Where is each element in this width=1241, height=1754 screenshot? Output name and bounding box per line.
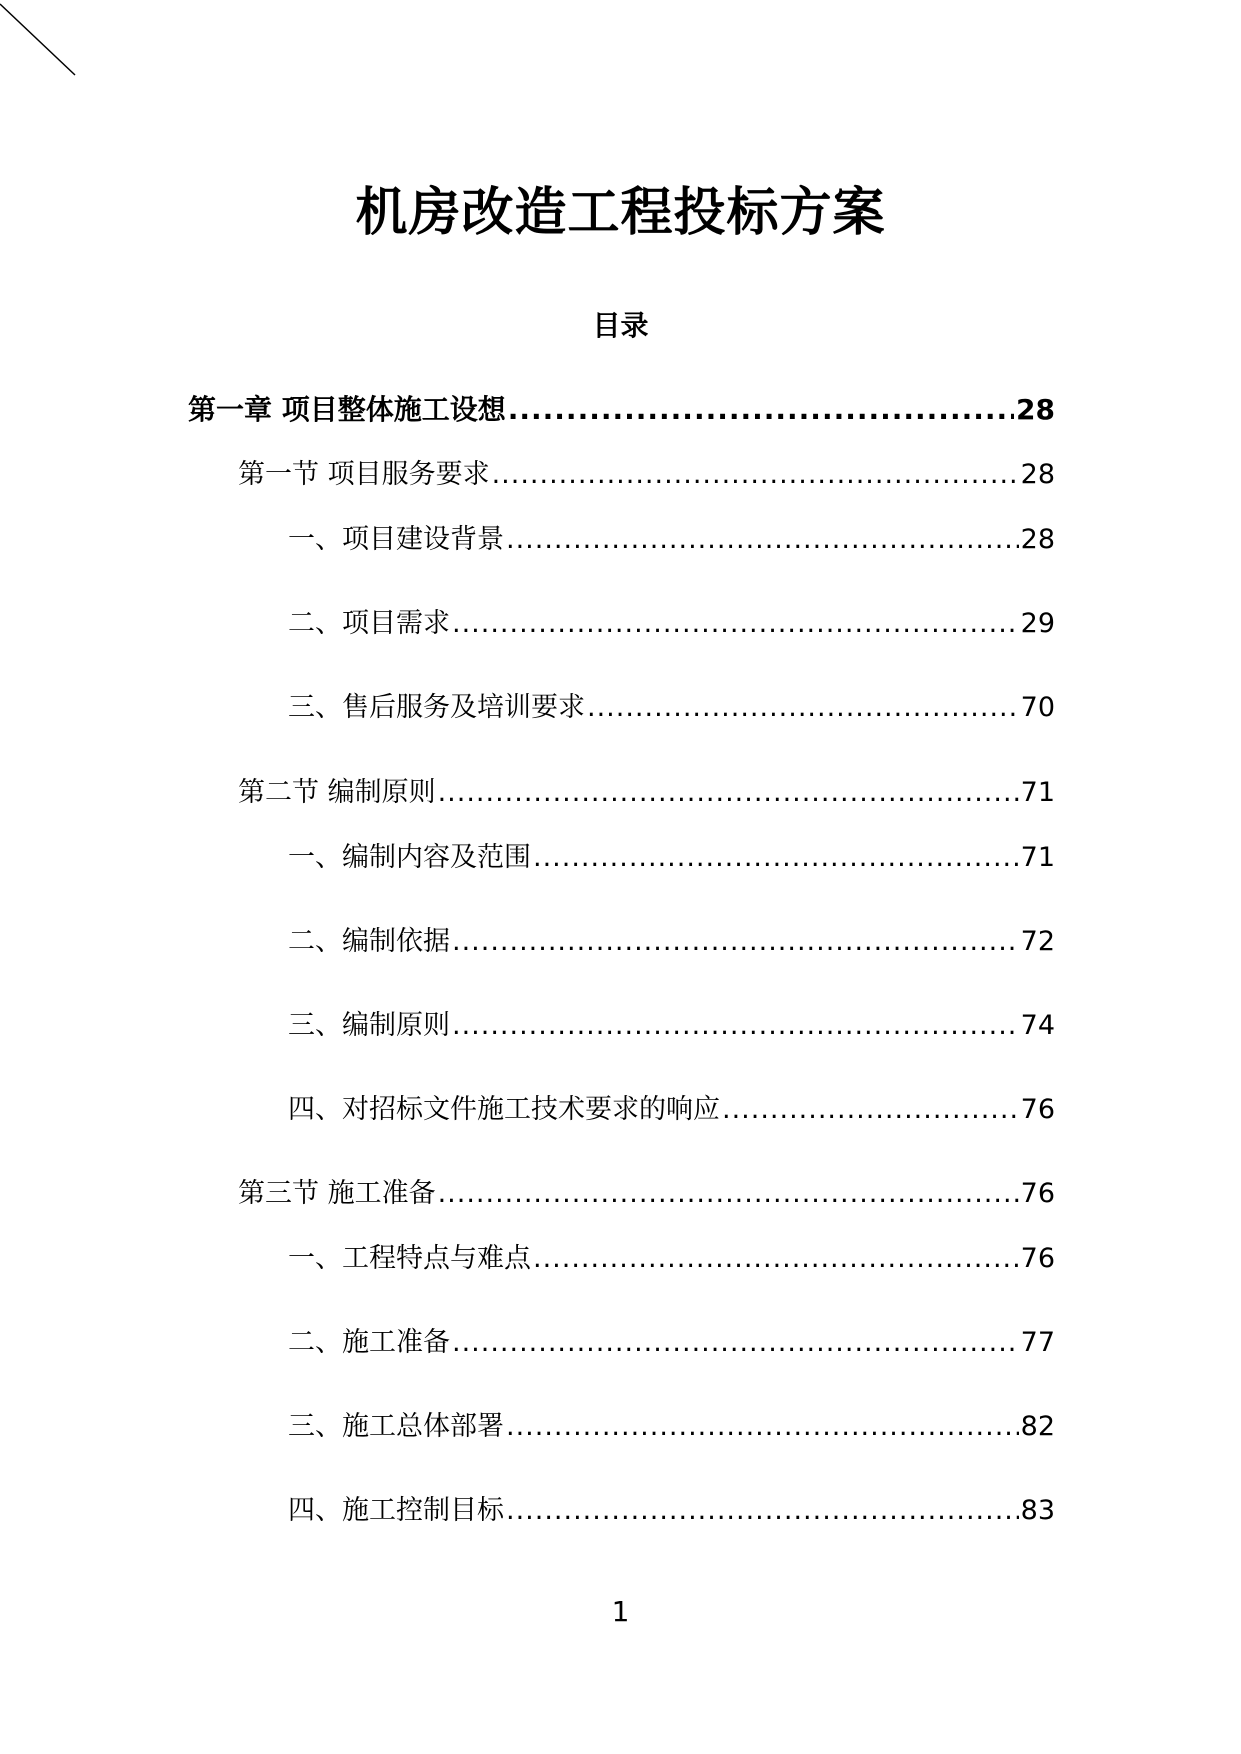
toc-entry-page: 71 [1020,777,1055,808]
toc-heading: 目录 [592,309,649,342]
toc-entry-chapter-1[interactable] [188,390,1055,430]
page-number: 1 [611,1595,630,1628]
toc-entry-label: 一、项目建设背景 [288,524,504,555]
toc-entry-label: 一、工程特点与难点 [288,1243,531,1274]
toc-dot-leader [533,1239,1019,1279]
toc-entry-label: 第三节 施工准备 [238,1178,436,1209]
toc-entry-item[interactable] [288,1006,1055,1046]
toc-entry-item[interactable] [288,1407,1055,1447]
toc-entry-section-1-3[interactable] [238,1174,1055,1214]
toc-dot-leader [506,520,1019,560]
toc-entry-page: 76 [1020,1178,1055,1209]
toc-dot-leader [587,688,1019,728]
toc-entry-label: 三、售后服务及培训要求 [288,692,585,723]
toc-entry-item[interactable] [288,1090,1055,1130]
toc-entry-page: 71 [1020,842,1055,873]
toc-dot-leader [722,1090,1019,1130]
toc-entry-label: 三、编制原则 [288,1010,450,1041]
toc-entry-page: 28 [1016,393,1055,426]
toc-entry-page: 28 [1020,524,1055,555]
toc-entry-page: 76 [1020,1094,1055,1125]
toc-entry-item[interactable] [288,1323,1055,1363]
toc-entry-label: 三、施工总体部署 [288,1411,504,1442]
toc-entry-page: 83 [1020,1495,1055,1526]
toc-entry-item[interactable] [288,604,1055,644]
toc-dot-leader [452,922,1019,962]
toc-dot-leader [438,1174,1019,1214]
toc-entry-label: 第一章 项目整体施工设想 [188,393,506,426]
document-title: 机房改造工程投标方案 [355,183,886,243]
toc-entry-item[interactable] [288,1491,1055,1531]
toc-entry-page: 72 [1020,926,1055,957]
toc-entry-label: 二、施工准备 [288,1327,450,1358]
toc-entry-item[interactable] [288,1239,1055,1279]
toc-entry-page: 28 [1020,459,1055,490]
toc-entry-section-1-2[interactable] [238,773,1055,813]
toc-entry-label: 二、项目需求 [288,608,450,639]
toc-dot-leader [506,1491,1019,1531]
toc-dot-leader [506,1407,1019,1447]
toc-entry-page: 74 [1020,1010,1055,1041]
toc-entry-label: 第一节 项目服务要求 [238,459,490,490]
toc-dot-leader [438,773,1019,813]
toc-entry-label: 一、编制内容及范围 [288,842,531,873]
toc-entry-page: 29 [1020,608,1055,639]
toc-entry-item[interactable] [288,520,1055,560]
toc-entry-item[interactable] [288,922,1055,962]
toc-dot-leader [452,604,1019,644]
toc-entry-page: 76 [1020,1243,1055,1274]
toc-entry-label: 四、施工控制目标 [288,1495,504,1526]
toc-dot-leader [533,838,1019,878]
toc-dot-leader [508,390,1014,430]
toc-entry-label: 第二节 编制原则 [238,777,436,808]
toc-entry-item[interactable] [288,688,1055,728]
toc-entry-page: 70 [1020,692,1055,723]
corner-crop-mark [0,0,80,80]
toc-entry-item[interactable] [288,838,1055,878]
toc-entry-section-1-1[interactable] [238,455,1055,495]
toc-entry-label: 四、对招标文件施工技术要求的响应 [288,1094,720,1125]
toc-dot-leader [452,1006,1019,1046]
toc-entry-page: 77 [1020,1327,1055,1358]
toc-dot-leader [452,1323,1019,1363]
toc-entry-page: 82 [1020,1411,1055,1442]
toc-entry-label: 二、编制依据 [288,926,450,957]
toc-dot-leader [492,455,1019,495]
